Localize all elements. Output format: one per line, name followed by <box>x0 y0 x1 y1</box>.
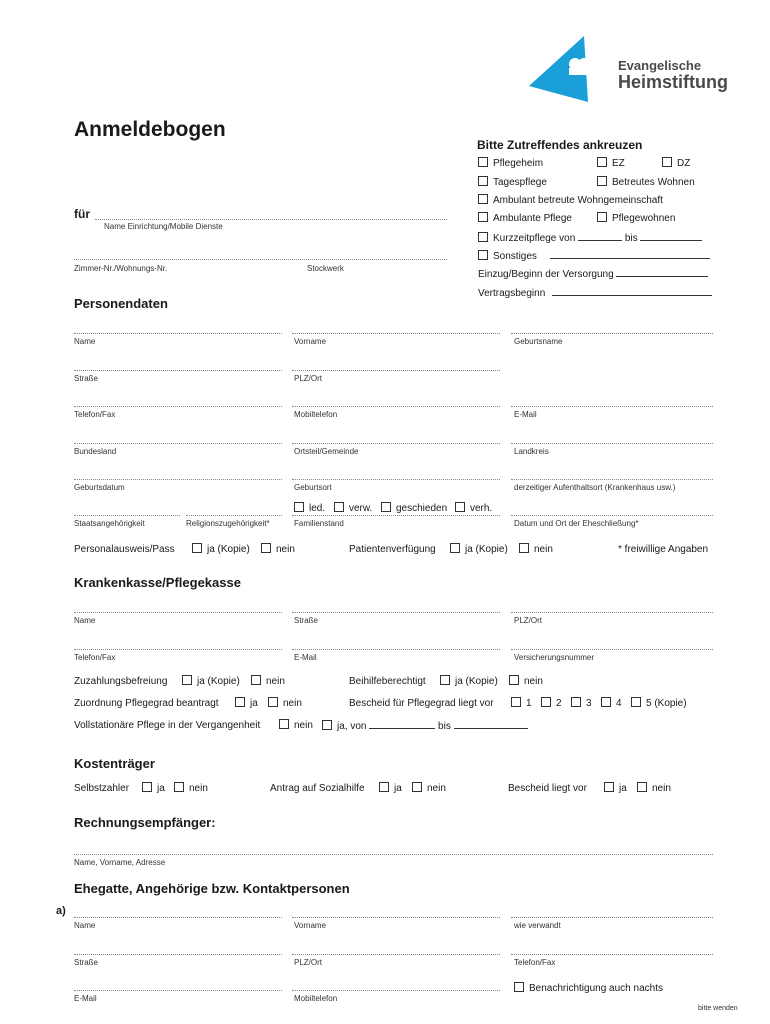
kontakt-verwandt-input[interactable] <box>511 917 713 918</box>
kontakt-plz-input[interactable] <box>292 954 500 955</box>
kt-bescheid-label: Bescheid liegt vor <box>508 783 587 794</box>
ortsteil-label: Ortsteil/Gemeinde <box>294 447 359 456</box>
kostentraeger-heading: Kostenträger <box>74 756 155 771</box>
freiwillig-note: * freiwillige Angaben <box>618 544 709 555</box>
familienstand-label: Familienstand <box>294 519 344 528</box>
opt-grad-3[interactable]: 3 <box>571 697 592 709</box>
kontakt-plz-label: PLZ/Ort <box>294 958 323 967</box>
bescheid-label: Bescheid für Pflegegrad liegt vor <box>349 698 494 709</box>
kasse-telefon-label: Telefon/Fax <box>74 653 116 662</box>
opt-sonstiges[interactable]: Sonstiges <box>478 249 710 262</box>
vorname-input[interactable] <box>292 333 500 334</box>
rechnung-sub: Name, Vorname, Adresse <box>74 858 166 867</box>
kontakt-telefon-input[interactable] <box>511 954 713 955</box>
name-input[interactable] <box>74 333 282 334</box>
name-label: Name <box>74 337 96 346</box>
opt-kt-bescheid-ja[interactable]: ja <box>604 782 627 794</box>
ehe-input[interactable] <box>511 515 713 516</box>
opt-betreutes-wohnen[interactable]: Betreutes Wohnen <box>597 176 695 188</box>
logo <box>526 34 728 104</box>
opt-ambulant-wg[interactable]: Ambulant betreute Wohngemeinschaft <box>478 194 663 206</box>
bundesland-label: Bundesland <box>74 447 117 456</box>
vorname-label: Vorname <box>294 337 327 346</box>
opt-dz[interactable]: DZ <box>662 157 690 169</box>
opt-beihilfe-nein[interactable]: nein <box>509 675 543 687</box>
geburtsname-label: Geburtsname <box>514 337 563 346</box>
kasse-strasse-input[interactable] <box>292 612 500 613</box>
vollstationaer-label: Vollstationäre Pflege in der Vergangenheit <box>74 720 261 731</box>
selbstzahler-label: Selbstzahler <box>74 783 130 794</box>
einzug-field[interactable]: Einzug/Beginn der Versorgung <box>478 267 708 280</box>
email-label: E-Mail <box>514 410 537 419</box>
opt-ausweis-ja[interactable]: ja (Kopie) <box>192 543 250 555</box>
strasse-input[interactable] <box>74 370 282 371</box>
opt-grad-4[interactable]: 4 <box>601 697 622 709</box>
kasse-plz-input[interactable] <box>511 612 713 613</box>
landkreis-label: Landkreis <box>514 447 549 456</box>
kontakt-strasse-input[interactable] <box>74 954 282 955</box>
email-input[interactable] <box>511 406 713 407</box>
opt-tagespflege[interactable]: Tagespflege <box>478 176 547 188</box>
opt-zuzahlung-nein[interactable]: nein <box>251 675 285 687</box>
mobil-input[interactable] <box>292 406 500 407</box>
opt-geschieden[interactable]: geschieden <box>381 502 447 514</box>
opt-grad-1[interactable]: 1 <box>511 697 532 709</box>
staat-input[interactable] <box>74 515 180 516</box>
staat-label: Staatsangehörigkeit <box>74 519 145 528</box>
opt-verh[interactable]: verh. <box>455 502 492 514</box>
ehe-label: Datum und Ort der Eheschließung* <box>514 519 639 528</box>
kasse-plz-label: PLZ/Ort <box>514 616 543 625</box>
rechnung-input[interactable] <box>74 854 713 855</box>
opt-patienten-ja[interactable]: ja (Kopie) <box>450 543 508 555</box>
kasse-vnr-label: Versicherungsnummer <box>514 653 595 662</box>
personendaten-heading: Personendaten <box>74 296 168 311</box>
kontakt-vorname-label: Vorname <box>294 921 327 930</box>
antrag-label: Antrag auf Sozialhilfe <box>270 783 365 794</box>
opt-selbst-nein[interactable]: nein <box>174 782 208 794</box>
ausweis-label: Personalausweis/Pass <box>74 544 175 555</box>
kontakt-email-input[interactable] <box>74 990 282 991</box>
fuer-sub: Name Einrichtung/Mobile Dienste <box>104 222 223 231</box>
opt-antrag-ja[interactable]: ja <box>379 782 402 794</box>
opt-pflegewohnen[interactable]: Pflegewohnen <box>597 212 675 224</box>
kontakt-name-input[interactable] <box>74 917 282 918</box>
plz-label: PLZ/Ort <box>294 374 323 383</box>
opt-patienten-nein[interactable]: nein <box>519 543 553 555</box>
opt-benachrichtigung[interactable]: Benachrichtigung auch nachts <box>514 982 663 994</box>
kasse-vnr-input[interactable] <box>511 649 713 650</box>
ortsteil-input[interactable] <box>292 443 500 444</box>
telefon-input[interactable] <box>74 406 282 407</box>
opt-kurzzeitpflege[interactable]: Kurzzeitpflege von bis <box>478 231 702 244</box>
opt-grad-5[interactable]: 5 (Kopie) <box>631 697 687 709</box>
opt-zuordnung-ja[interactable]: ja <box>235 697 258 709</box>
logo-line1: Evangelische <box>618 58 702 73</box>
zuordnung-label: Zuordnung Pflegegrad beantragt <box>74 698 219 709</box>
kontakt-heading: Ehegatte, Angehörige bzw. Kontaktpersonen <box>74 881 350 896</box>
kontakt-mobil-label: Mobiltelefon <box>294 994 338 1003</box>
patienten-label: Patientenverfügung <box>349 544 436 555</box>
opt-vollstationaer-nein[interactable]: nein <box>279 719 313 731</box>
kontakt-vorname-input[interactable] <box>292 917 500 918</box>
opt-ambulante-pflege[interactable]: Ambulante Pflege <box>478 212 572 224</box>
kontakt-verwandt-label: wie verwandt <box>514 921 561 930</box>
strasse-label: Straße <box>74 374 99 383</box>
opt-zuordnung-nein[interactable]: nein <box>268 697 302 709</box>
opt-grad-2[interactable]: 2 <box>541 697 562 709</box>
geburtsdatum-label: Geburtsdatum <box>74 483 125 492</box>
kontakt-name-label: Name <box>74 921 96 930</box>
zimmer-input[interactable] <box>74 259 447 260</box>
opt-selbst-ja[interactable]: ja <box>142 782 165 794</box>
bundesland-input[interactable] <box>74 443 282 444</box>
logo-icon <box>526 34 616 104</box>
opt-vollstationaer-ja[interactable]: ja, von bis <box>322 719 528 732</box>
telefon-label: Telefon/Fax <box>74 410 116 419</box>
fuer-label: für <box>74 207 90 221</box>
opt-verw[interactable]: verw. <box>334 502 372 514</box>
aufenthalt-label: derzeitiger Aufenthaltsort (Krankenhaus usw.) <box>514 483 676 492</box>
beihilfe-label: Beihilfeberechtigt <box>349 676 426 687</box>
familienstand-line <box>292 515 500 516</box>
vertragsbeginn-field[interactable]: Vertragsbeginn <box>478 286 712 299</box>
mobil-label: Mobiltelefon <box>294 410 338 419</box>
checklist-heading: Bitte Zutreffendes ankreuzen <box>477 138 643 152</box>
rechnung-heading: Rechnungsempfänger: <box>74 815 216 830</box>
footer-note: bitte wenden <box>698 1005 738 1012</box>
geburtsort-label: Geburtsort <box>294 483 332 492</box>
landkreis-input[interactable] <box>511 443 713 444</box>
kasse-telefon-input[interactable] <box>74 649 282 650</box>
kasse-email-label: E-Mail <box>294 653 317 662</box>
kontakt-mobil-input[interactable] <box>292 990 500 991</box>
kontakt-strasse-label: Straße <box>74 958 99 967</box>
kasse-name-input[interactable] <box>74 612 282 613</box>
opt-led[interactable]: led. <box>294 502 325 514</box>
opt-ausweis-nein[interactable]: nein <box>261 543 295 555</box>
logo-line2: Heimstiftung <box>618 72 728 92</box>
kasse-email-input[interactable] <box>292 649 500 650</box>
geburtsdatum-input[interactable] <box>74 479 282 480</box>
zimmer-label: Zimmer-Nr./Wohnungs-Nr. <box>74 264 168 273</box>
geburtsort-input[interactable] <box>292 479 500 480</box>
kasse-name-label: Name <box>74 616 96 625</box>
page-title: Anmeldebogen <box>74 118 226 141</box>
opt-beihilfe-ja[interactable]: ja (Kopie) <box>440 675 498 687</box>
aufenthalt-input[interactable] <box>511 479 713 480</box>
opt-zuzahlung-ja[interactable]: ja (Kopie) <box>182 675 240 687</box>
opt-ez[interactable]: EZ <box>597 157 625 169</box>
plz-input[interactable] <box>292 370 500 371</box>
fuer-input[interactable] <box>95 219 447 220</box>
kasse-heading: Krankenkasse/Pflegekasse <box>74 575 241 590</box>
opt-antrag-nein[interactable]: nein <box>412 782 446 794</box>
kontakt-email-label: E-Mail <box>74 994 97 1003</box>
opt-pflegeheim[interactable]: Pflegeheim <box>478 157 543 169</box>
kontakt-telefon-label: Telefon/Fax <box>514 958 556 967</box>
kasse-strasse-label: Straße <box>294 616 319 625</box>
religion-label: Religionszugehörigkeit* <box>186 519 270 528</box>
stockwerk-label: Stockwerk <box>307 264 344 273</box>
religion-input[interactable] <box>186 515 282 516</box>
zuzahlung-label: Zuzahlungsbefreiung <box>74 676 168 687</box>
kontakt-a-label: a) <box>56 905 66 917</box>
geburtsname-input[interactable] <box>511 333 713 334</box>
opt-kt-bescheid-nein[interactable]: nein <box>637 782 671 794</box>
